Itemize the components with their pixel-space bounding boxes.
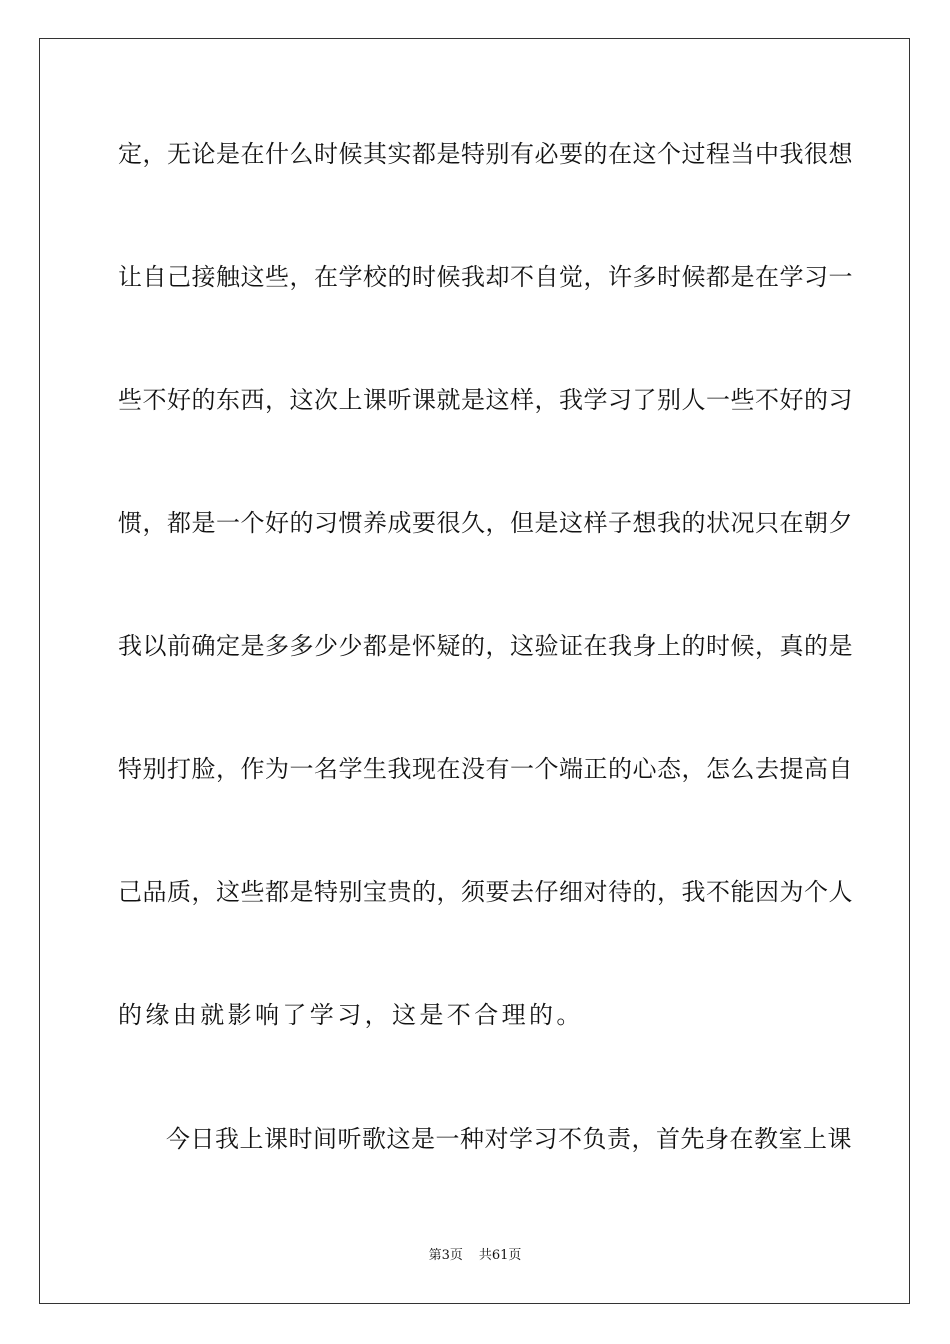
paragraph-line: 己品质，这些都是特别宝贵的，须要去仔细对待的，我不能因为个人: [118, 878, 853, 906]
paragraph-line: 些不好的东西，这次上课听课就是这样，我学习了别人一些不好的习: [118, 386, 853, 414]
paragraph-line: 让自己接触这些，在学校的时候我却不自觉，许多时候都是在学习一: [118, 263, 853, 291]
paragraph-line: 惯，都是一个好的习惯养成要很久，但是这样子想我的状况只在朝夕: [118, 509, 853, 537]
page-number: 第3页: [428, 1248, 463, 1263]
page-total: 共61页: [478, 1248, 522, 1263]
paragraph-line: 今日我上课时间听歌这是一种对学习不负责，首先身在教室上课: [166, 1125, 852, 1153]
paragraph-line: 定，无论是在什么时候其实都是特别有必要的在这个过程当中我很想: [118, 140, 853, 168]
page-footer: [0, 1246, 950, 1266]
paragraph-line: 的缘由就影响了学习，这是不合理的。: [118, 1001, 584, 1029]
page-border: [39, 38, 910, 1304]
paragraph-line: 我以前确定是多多少少都是怀疑的，这验证在我身上的时候，真的是: [118, 632, 853, 660]
paragraph-line: 特别打脸，作为一名学生我现在没有一个端正的心态，怎么去提高自: [118, 755, 853, 783]
